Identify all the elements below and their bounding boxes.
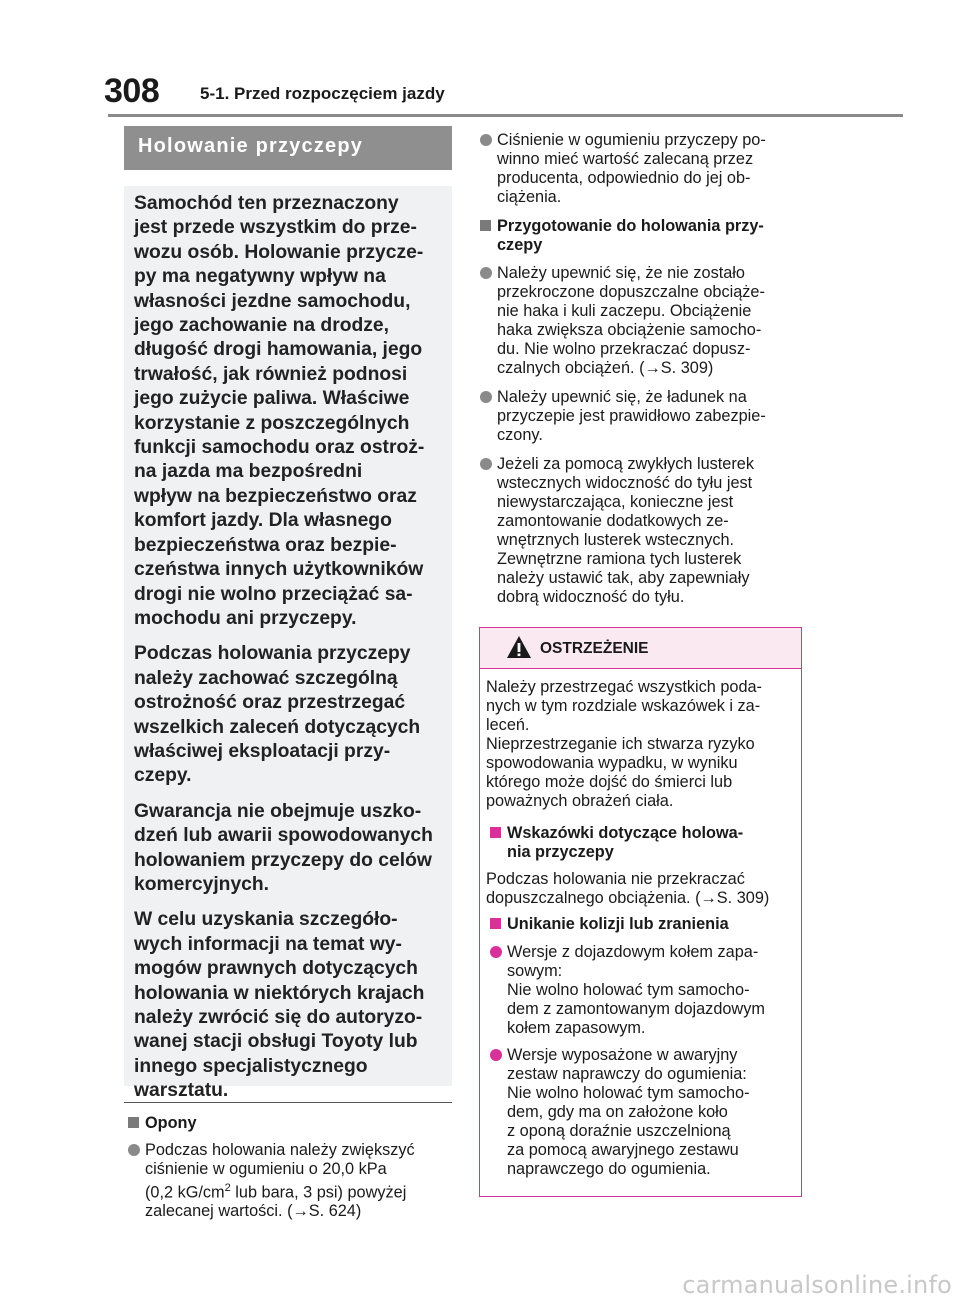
- page-reference: S. 624): [308, 1202, 362, 1221]
- header-rule: [108, 114, 903, 117]
- intro-paragraph: Podczas holowania przyczepy należy zachować szczególną ostrożność oraz przestrzegać wszelkich zaleceń dotyczących właściwej eksploatacji przy- czepy.: [134, 643, 421, 787]
- page-reference: S. 309): [716, 889, 770, 907]
- round-bullet-icon: [480, 134, 492, 146]
- round-bullet-icon: [490, 946, 502, 958]
- warning-intro: Należy przestrzegać wszystkich poda- nych w tym rozdziale wskazówek i za- leceń. Nieprzestrzeganie ich stwarza ryzyko spowodowania wypadku, w wyniku którego może dojść do śmierci lub poważnych obrażeń ciała.: [486, 678, 762, 810]
- intro-paragraph: Samochód ten przeznaczony jest przede wszystkim do prze- wozu osób. Holowanie przycze- py ma negatywny wpływ na własności jezdne samochodu, jego zachowanie na drodze, długość drogi hamowania, jego trwałość, jak również podnosi jego zużycie paliwa. Właściwe korzystanie z poszczególnych funkcji samochodu oraz ostroż- na jazda ma bezpośredni wpływ na bezpieczeństwo oraz komfort jazdy. Dla własnego bezpieczeństwa oraz bezpie- czeństwa innych użytkowników drogi nie wolno przeciążać sa- mochodu ani przyczepy.: [134, 193, 425, 629]
- warning-header: [480, 628, 801, 669]
- superscript: 2: [224, 1182, 231, 1194]
- tires-text: lub bara, 3 psi) powyżej zalecanej wartości. (: [145, 1183, 407, 1221]
- intro-paragraph: Gwarancja nie obejmuje uszko- dzeń lub awarii spowodowanych holowaniem przyczepy do celów komercyjnych.: [134, 800, 433, 895]
- arrow-icon: →: [700, 889, 717, 907]
- arrow-icon: →: [644, 359, 661, 377]
- section-heading: Holowanie przyczepy: [138, 135, 364, 157]
- divider: [124, 1102, 452, 1103]
- section-title: 5-1. Przed rozpoczęciem jazdy: [200, 84, 445, 103]
- round-bullet-icon: [128, 1144, 140, 1156]
- square-bullet-icon: [128, 1117, 139, 1128]
- page-reference: S. 309): [660, 359, 714, 377]
- round-bullet-icon: [490, 1049, 502, 1061]
- round-bullet-icon: [480, 267, 492, 279]
- square-bullet-icon: [490, 918, 501, 929]
- arrow-icon: →: [292, 1202, 309, 1221]
- round-bullet-icon: [480, 391, 492, 403]
- warning-triangle-icon: [506, 635, 532, 659]
- square-bullet-icon: [480, 220, 491, 231]
- tires-text: Podczas holowania należy zwiększyć ciśnienie w ogumieniu o 20,0 kPa (0,2 kG/cm: [145, 1141, 415, 1202]
- warning-box: OSTRZEŻENIE Należy przestrzegać wszystkich poda- nych w tym rozdziale wskazówek i za- leceń. Nieprzestrzeganie ich stwarza ryzyko spowodowania wypadku, w wyniku którego może dojść do śmierci lub poważnych obrażeń ciała. Wskazówki dotyczące holowa- nia przyczepy Podczas holowania nie przekraczać dopuszczalnego obciążenia. (→S. 309) Unikanie kolizji lub zranienia Wersje z dojazdowym kołem zapa- sowym: Nie wolno holować tym samocho- dem z zamontowanym dojazdowym kołem zapasowym. Wersje wyposażone w awaryjny zestaw naprawczy do ogumienia: Nie wolno holować tym samocho- dem, gdy ma on założone koło z oponą doraźnie uszczelnioną za pomocą awaryjnego zestawu naprawczego do ogumienia.: [479, 627, 802, 1197]
- section-heading-bar: [124, 126, 452, 170]
- intro-box: [124, 186, 452, 1102]
- intro-paragraph: W celu uzyskania szczegóło- wych informacji na temat wy- mogów prawnych dotyczących holowania w niektórych krajach należy zwrócić się do autoryzo- wanej stacji obsługi Toyoty lub innego specjalistycznego warsztatu.: [134, 909, 425, 1102]
- watermark[interactable]: carmanualsonline.info: [682, 1271, 952, 1299]
- square-bullet-icon: [490, 827, 501, 838]
- warning-label: OSTRZEŻENIE: [540, 640, 649, 657]
- page-number: 308: [104, 72, 160, 110]
- tips-text: Podczas holowania nie przekraczać dopuszczalnego obciążenia. (→S. 309): [486, 870, 770, 907]
- round-bullet-icon: [480, 458, 492, 470]
